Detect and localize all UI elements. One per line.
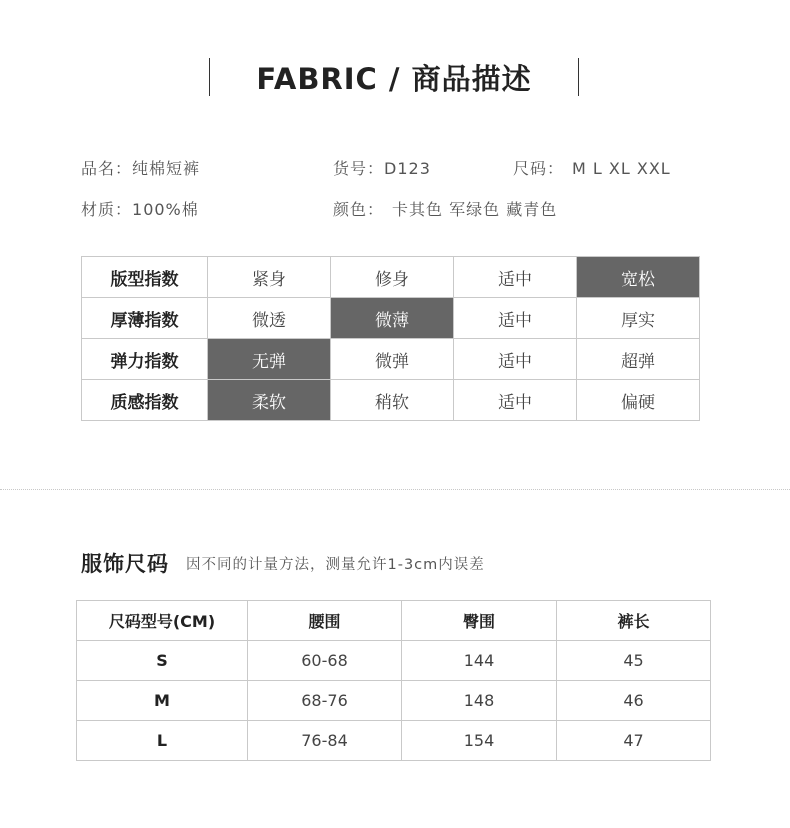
- index-row: [82, 298, 700, 339]
- size-label-cell: S: [77, 641, 248, 681]
- size-value-cell: 60-68: [248, 641, 402, 681]
- index-option-selected: 宽松: [577, 257, 700, 298]
- index-option: 偏硬: [577, 380, 700, 421]
- index-option-selected: 无弹: [208, 339, 331, 380]
- index-row-label: 厚薄指数: [82, 298, 208, 339]
- size-header-row: [77, 601, 711, 641]
- size-row: [77, 721, 711, 761]
- size-column-header: 尺码型号(CM): [77, 601, 248, 641]
- size-value-cell: 45: [557, 641, 711, 681]
- size-value-cell: 154: [402, 721, 557, 761]
- product-sku: [333, 156, 431, 179]
- index-row-label: 质感指数: [82, 380, 208, 421]
- index-option: 微弹: [331, 339, 454, 380]
- header-divider-right: [578, 58, 579, 96]
- product-sizes-value: M L XL XXL: [572, 159, 671, 178]
- size-value-cell: 76-84: [248, 721, 402, 761]
- index-option-selected: 柔软: [208, 380, 331, 421]
- index-row: [82, 339, 700, 380]
- size-column-header: 臀围: [402, 601, 557, 641]
- size-section-title: 服饰尺码: [81, 552, 169, 576]
- index-option: 稍软: [331, 380, 454, 421]
- size-chart-table: [76, 600, 711, 761]
- size-column-header: 腰围: [248, 601, 402, 641]
- product-sku-value: D123: [384, 159, 431, 178]
- product-colors: [333, 197, 557, 220]
- size-value-cell: 144: [402, 641, 557, 681]
- product-colors-value: 卡其色 军绿色 藏青色: [392, 200, 558, 219]
- size-section-note: 因不同的计量方法，测量允许1-3cm内误差: [186, 557, 485, 573]
- index-option: 适中: [454, 257, 577, 298]
- product-material-label: 材质：: [81, 200, 133, 219]
- size-column-header: 裤长: [557, 601, 711, 641]
- index-option: 修身: [331, 257, 454, 298]
- size-value-cell: 68-76: [248, 681, 402, 721]
- size-row: [77, 641, 711, 681]
- index-row: [82, 380, 700, 421]
- index-option: 超弹: [577, 339, 700, 380]
- index-row-label: 版型指数: [82, 257, 208, 298]
- size-value-cell: 148: [402, 681, 557, 721]
- index-row: [82, 257, 700, 298]
- product-name-value: 纯棉短裤: [132, 159, 201, 178]
- product-material: [81, 197, 199, 220]
- product-material-value: 100%棉: [132, 200, 199, 219]
- size-label-cell: L: [77, 721, 248, 761]
- index-option-selected: 微薄: [331, 298, 454, 339]
- index-option: 适中: [454, 339, 577, 380]
- index-option: 适中: [454, 380, 577, 421]
- index-option: 厚实: [577, 298, 700, 339]
- product-colors-label: 颜色：: [333, 200, 385, 219]
- fit-index-table: [81, 256, 700, 421]
- index-option: 紧身: [208, 257, 331, 298]
- index-option: 微透: [208, 298, 331, 339]
- section-divider: [0, 489, 790, 490]
- index-option: 适中: [454, 298, 577, 339]
- size-row: [77, 681, 711, 721]
- product-name-label: 品名：: [81, 159, 133, 178]
- size-label-cell: M: [77, 681, 248, 721]
- product-sizes-label: 尺码：: [513, 159, 565, 178]
- product-sku-label: 货号：: [333, 159, 385, 178]
- size-value-cell: 47: [557, 721, 711, 761]
- page-title: FABRIC / 商品描述: [256, 61, 532, 96]
- index-row-label: 弹力指数: [82, 339, 208, 380]
- product-sizes: [513, 156, 671, 179]
- size-value-cell: 46: [557, 681, 711, 721]
- product-name: [81, 156, 200, 179]
